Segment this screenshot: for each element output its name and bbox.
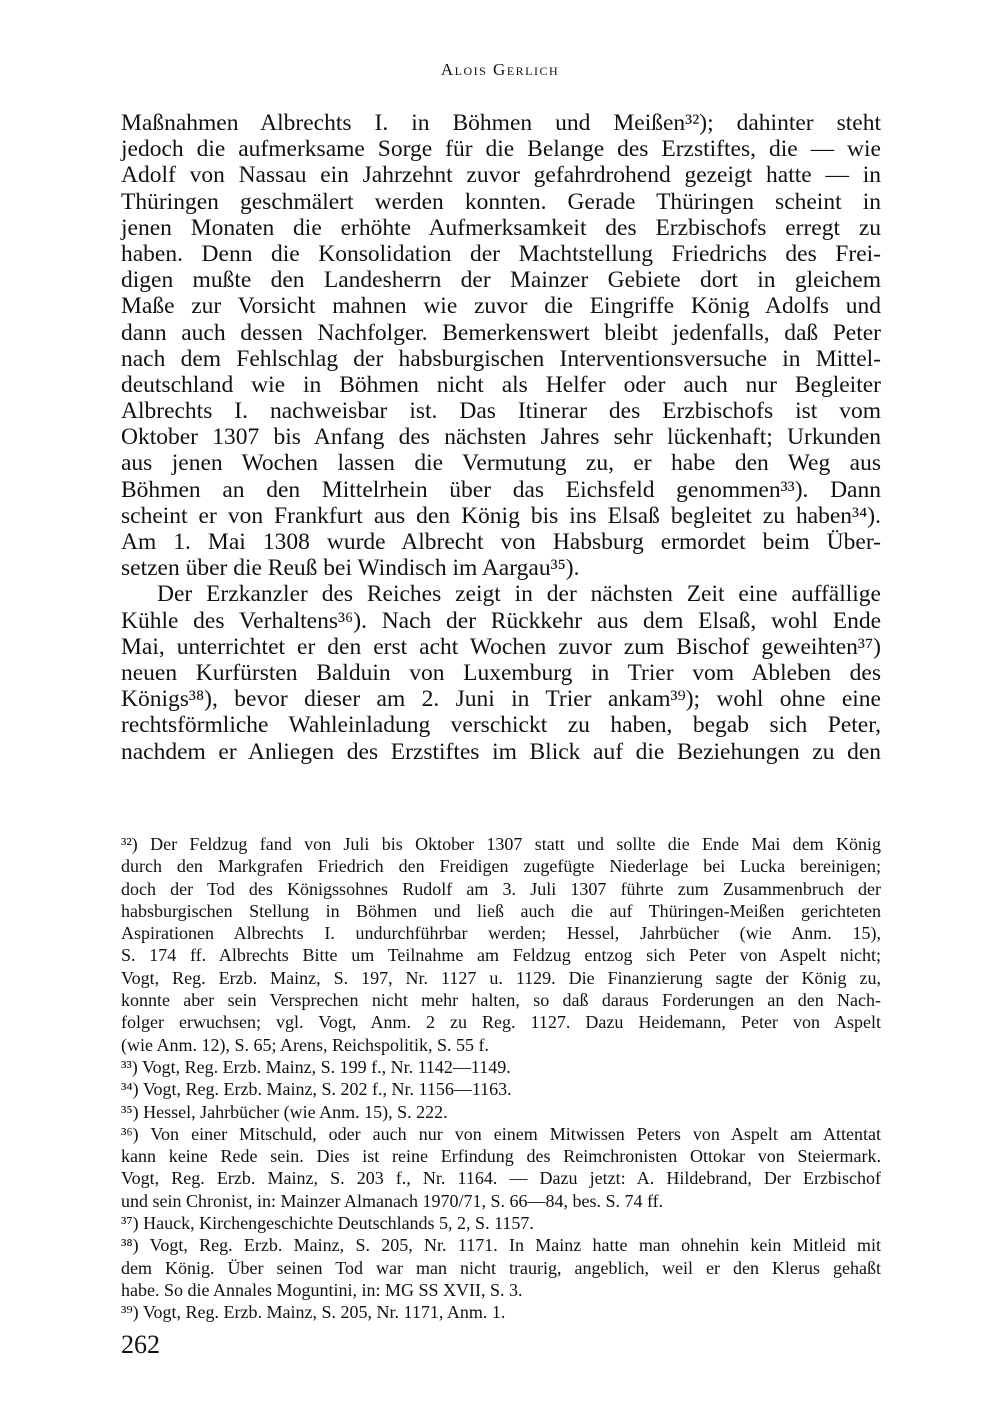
- footnote-line: Vogt, Reg. Erzb. Mainz, S. 203 f., Nr. 1164. — Dazu jetzt: A. Hildebrand, Der Erzbischof: [121, 1168, 881, 1189]
- body-line: jenen Monaten die erhöhte Aufmerksamkeit des Erzbischofs erregt zu: [121, 214, 881, 241]
- body-line: Königs³⁸), bevor dieser am 2. Juni in Trier ankam³⁹); wohl ohne eine: [121, 686, 881, 713]
- body-line: aus jenen Wochen lassen die Vermutung zu, er habe den Weg aus: [121, 450, 881, 477]
- body-line: Kühle des Verhaltens³⁶). Nach der Rückkehr aus dem Elsaß, wohl Ende: [121, 607, 881, 634]
- body-line: Oktober 1307 bis Anfang des nächsten Jahres sehr lückenhaft; Urkunden: [121, 424, 881, 451]
- footnote-line: ³⁸) Vogt, Reg. Erzb. Mainz, S. 205, Nr. 1171. In Mainz hatte man ohnehin kein Mitleid mit: [121, 1235, 881, 1256]
- body-line: digen mußte den Landesherrn der Mainzer Gebiete dort in gleichem: [121, 267, 881, 294]
- footnote-line: S. 174 ff. Albrechts Bitte um Teilnahme am Feldzug entzog sich Peter von Aspelt nicht;: [121, 945, 881, 966]
- footnote-line: ³⁴) Vogt, Reg. Erzb. Mainz, S. 202 f., Nr. 1156—1163.: [121, 1079, 512, 1100]
- footnote-line: durch den Markgrafen Friedrich den Freidigen zugefügte Niederlage bei Lucka bereinigen;: [121, 856, 881, 877]
- footnote-line: ³⁶) Von einer Mitschuld, oder auch nur von einem Mitwissen Peters von Aspelt am Attentat: [121, 1123, 881, 1144]
- footnote-line: und sein Chronist, in: Mainzer Almanach 1970/71, S. 66—84, bes. S. 74 ff.: [121, 1190, 664, 1211]
- body-text: [121, 110, 881, 765]
- body-line: Am 1. Mai 1308 wurde Albrecht von Habsburg ermordet beim Über-: [121, 529, 881, 555]
- body-line: Adolf von Nassau ein Jahrzehnt zuvor gefahrdrohend gezeigt hatte — in: [121, 162, 881, 189]
- footnote-line: dem König. Über seinen Tod war man nicht traurig, angeblich, weil er den Klerus gehaßt: [121, 1257, 881, 1278]
- footnote-line: konnte aber sein Versprechen nicht mehr halten, so daß daraus Forderungen an den Nach-: [121, 990, 881, 1011]
- footnote-line: habe. So die Annales Moguntini, in: MG SS XVII, S. 3.: [121, 1279, 523, 1300]
- body-line: neuen Kurfürsten Balduin von Luxemburg in Trier vom Ableben des: [121, 659, 881, 686]
- body-line: Der Erzkanzler des Reiches zeigt in der nächsten Zeit eine auffällige: [157, 581, 881, 608]
- body-line: Maße zur Vorsicht mahnen wie zuvor die Eingriffe König Adolfs und: [121, 293, 881, 320]
- body-line: haben. Denn die Konsolidation der Machtstellung Friedrichs des Frei-: [121, 240, 881, 267]
- body-line: Albrechts I. nachweisbar ist. Das Itinerar des Erzbischofs ist vom: [121, 398, 881, 425]
- running-head: Alois Gerlich: [440, 60, 560, 79]
- body-line: jedoch die aufmerksame Sorge für die Belange des Erzstiftes, die — wie: [121, 136, 881, 163]
- footnote-line: ³⁵) Hessel, Jahrbücher (wie Anm. 15), S. 222.: [121, 1101, 448, 1122]
- body-line: Thüringen geschmälert werden konnten. Gerade Thüringen scheint in: [121, 188, 881, 215]
- body-line: Böhmen an den Mittelrhein über das Eichsfeld genommen³³). Dann: [121, 476, 881, 503]
- footnote-line: Aspirationen Albrechts I. undurchführbar werden; Hessel, Jahrbücher (wie Anm. 15),: [121, 923, 881, 944]
- body-line: setzen über die Reuß bei Windisch im Aargau³⁵).: [121, 555, 580, 582]
- footnote-line: doch der Tod des Königssohnes Rudolf am 3. Juli 1307 führte zum Zusammenbruch der: [121, 878, 881, 899]
- footnote-line: ³⁷) Hauck, Kirchengeschichte Deutschlands 5, 2, S. 1157.: [121, 1213, 534, 1234]
- body-line: Mai, unterrichtet er den erst acht Wochen zuvor zum Bischof geweihten³⁷): [121, 633, 881, 660]
- footnote-line: ³²) Der Feldzug fand von Juli bis Oktober 1307 statt und sollte die Ende Mai dem König: [121, 834, 881, 854]
- body-line: rechtsförmliche Wahleinladung verschickt zu haben, begab sich Peter,: [121, 712, 881, 739]
- page-number: 262: [121, 1330, 160, 1359]
- footnote-line: (wie Anm. 12), S. 65; Arens, Reichspolitik, S. 55 f.: [121, 1034, 489, 1055]
- footnote-line: ³⁹) Vogt, Reg. Erzb. Mainz, S. 205, Nr. 1171, Anm. 1.: [121, 1302, 506, 1323]
- footnote-line: habsburgischen Stellung in Böhmen und ließ auch die auf Thüringen-Meißen gerichteten: [121, 900, 881, 921]
- footnote-line: Vogt, Reg. Erzb. Mainz, S. 197, Nr. 1127 u. 1129. Die Finanzierung sagte der König zu,: [121, 967, 881, 988]
- footnote-line: folger erwuchsen; vgl. Vogt, Anm. 2 zu Reg. 1127. Dazu Heidemann, Peter von Aspelt: [121, 1012, 881, 1033]
- body-line: nachdem er Anliegen des Erzstiftes im Blick auf die Beziehungen zu den: [121, 738, 881, 765]
- body-line: scheint er von Frankfurt aus den König bis ins Elsaß begleitet zu haben³⁴).: [121, 502, 881, 529]
- body-line: dann auch dessen Nachfolger. Bemerkenswert bleibt jedenfalls, daß Peter: [121, 319, 881, 346]
- footnotes: [121, 833, 881, 1324]
- body-line: nach dem Fehlschlag der habsburgischen Interventionsversuche in Mittel-: [121, 345, 881, 372]
- body-line: Maßnahmen Albrechts I. in Böhmen und Meißen³²); dahinter steht: [121, 110, 881, 136]
- footnote-line: kann keine Rede sein. Dies ist reine Erfindung des Reimchronisten Ottokar von Steiermark.: [121, 1146, 881, 1167]
- footnote-line: ³³) Vogt, Reg. Erzb. Mainz, S. 199 f., Nr. 1142—1149.: [121, 1056, 511, 1077]
- body-line: deutschland wie in Böhmen nicht als Helfer oder auch nur Begleiter: [121, 371, 881, 398]
